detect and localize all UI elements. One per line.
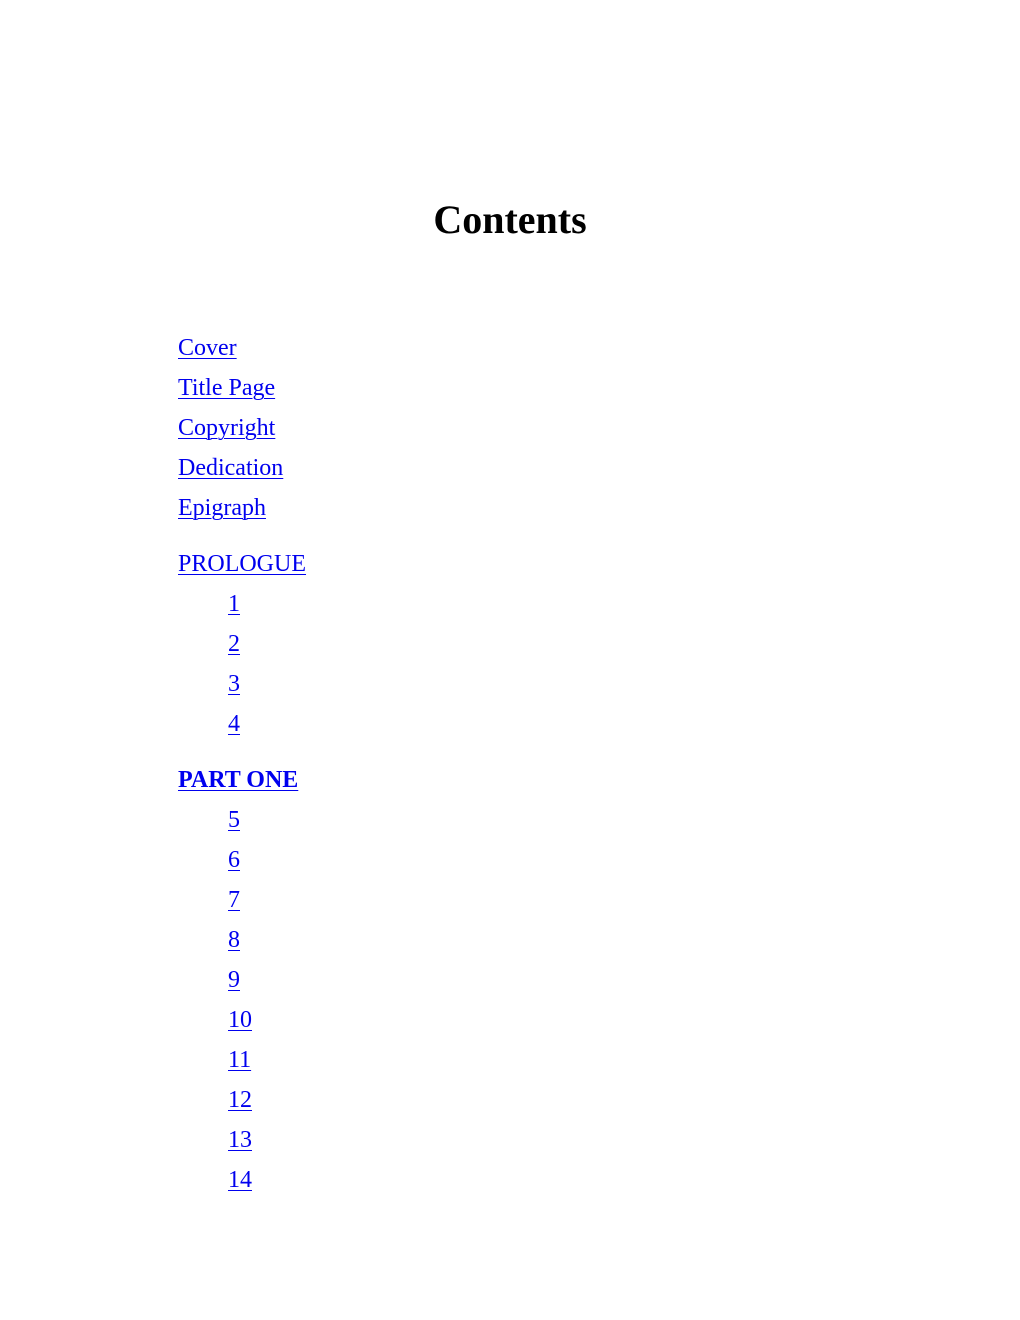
- toc-link-dedication[interactable]: Dedication: [178, 455, 284, 481]
- toc-link-chapter-3[interactable]: 3: [228, 671, 240, 697]
- toc-link-chapter-7[interactable]: 7: [228, 887, 240, 913]
- toc-link-epigraph[interactable]: Epigraph: [178, 495, 266, 521]
- toc-link-title-page[interactable]: Title Page: [178, 375, 276, 401]
- table-of-contents: [178, 328, 878, 1200]
- toc-link-chapter-13[interactable]: 13: [228, 1127, 252, 1153]
- toc-link-chapter-10[interactable]: 10: [228, 1007, 252, 1033]
- toc-link-cover[interactable]: Cover: [178, 335, 237, 361]
- page-title: Contents: [433, 197, 587, 242]
- toc-link-chapter-9[interactable]: 9: [228, 967, 240, 993]
- toc-link-chapter-11[interactable]: 11: [228, 1047, 252, 1073]
- toc-link-chapter-14[interactable]: 14: [228, 1167, 252, 1193]
- toc-link-chapter-12[interactable]: 12: [228, 1087, 252, 1113]
- toc-link-copyright[interactable]: Copyright: [178, 415, 276, 441]
- toc-link-chapter-6[interactable]: 6: [228, 847, 240, 873]
- toc-link-chapter-8[interactable]: 8: [228, 927, 240, 953]
- toc-link-chapter-5[interactable]: 5: [228, 807, 240, 833]
- toc-link-part-one[interactable]: PART ONE: [178, 767, 299, 793]
- toc-link-prologue[interactable]: PROLOGUE: [178, 551, 307, 577]
- toc-link-chapter-2[interactable]: 2: [228, 631, 240, 657]
- toc-link-chapter-4[interactable]: 4: [228, 711, 240, 737]
- toc-link-chapter-1[interactable]: 1: [228, 591, 240, 617]
